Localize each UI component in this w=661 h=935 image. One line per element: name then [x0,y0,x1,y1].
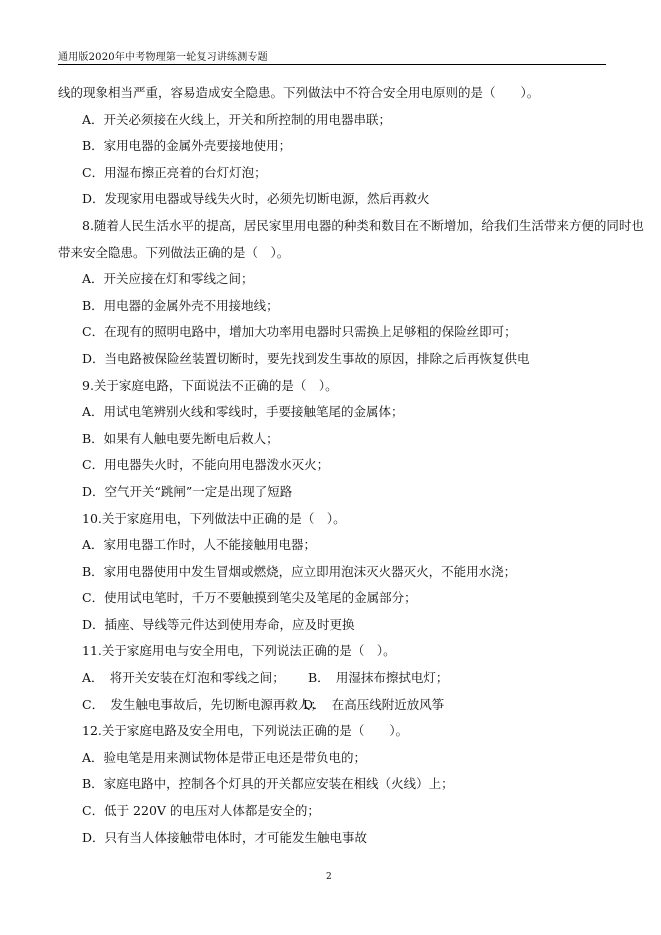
question-10-option-a: A．家用电器工作时，人不能接触用电器； [82,537,317,553]
question-12-stem: 12.关于家庭电路及安全用电，下列说法正确的是（ ）。 [82,723,409,739]
question-7-option-c: C．用湿布擦正亮着的台灯灯泡； [82,164,267,180]
question-7-option-a: A．开关必须接在火线上，开关和所控制的用电器串联； [82,111,392,127]
question-7-continuation: 线的现象相当严重，容易造成安全隐患。下列做法中不符合安全用电原则的是（ ）。 [58,85,540,100]
question-7-option-d: D．发现家用电器或导线失火时，必须先切断电源，然后再救火 [82,191,430,207]
question-9-stem: 9.关于家庭电路，下面说法不正确的是（ ）。 [82,377,338,393]
question-8-option-a: A．开关应接在灯和零线之间； [82,271,254,287]
question-9-option-a: A．用试电笔辨别火线和零线时，手要接触笔尾的金属体； [82,404,404,420]
question-12-option-b: B．家庭电路中，控制各个灯具的开关都应安装在相线（火线）上； [82,776,454,792]
question-12-option-d: D．只有当人体接触带电体时，才可能发生触电事故 [82,829,368,845]
page-header: 通用版2020年中考物理第一轮复习讲练测专题 [58,52,268,63]
document-body [58,80,644,851]
question-11-option-d: D． 在高压线附近放风筝 [303,696,445,712]
question-10-option-b: B．家用电器使用中发生冒烟或燃烧，应立即用泡沫灭火器灭火，不能用水浇； [82,563,517,579]
question-10-option-c: C．使用试电笔时，千万不要触摸到笔尖及笔尾的金属部分； [82,590,417,606]
question-12-option-a: A．验电笔是用来测试物体是带正电还是带负电的； [82,749,367,765]
question-9-option-c: C．用电器失火时，不能向用电器泼水灭火； [82,457,330,473]
question-8-stem-line-2: 带来安全隐患。下列做法正确的是（ ）。 [58,244,290,260]
page-number: 2 [326,872,332,882]
question-8-option-d: D．当电路被保险丝装置切断时，要先找到发生事故的原因，排除之后再恢复供电 [82,350,530,366]
question-11-option-b: B． 用湿抹布擦拭电灯； [308,670,449,686]
question-11-options-row-1 [58,665,606,692]
question-7-option-b: B．家用电器的金属外壳要接地使用； [82,138,292,154]
question-9-option-d: D．空气开关“跳闸”一定是出现了短路 [82,483,293,499]
question-11-option-c: C． 发生触电事故后，先切断电源再救人； [82,696,323,712]
header-divider [58,64,606,65]
question-11-option-a: A． 将开关安装在灯泡和零线之间； [82,670,285,686]
question-9-option-b: B．如果有人触电要先断电后救人； [82,430,279,446]
question-8-option-c: C．在现有的照明电路中，增加大功率用电器时只需换上足够粗的保险丝即可； [82,324,517,340]
question-11-options-row-2 [58,692,606,719]
question-11-stem: 11.关于家庭用电与安全用电，下列说法正确的是（ ）。 [82,643,396,659]
question-12-option-c: C．低于 220V 的电压对人体都是安全的； [82,803,320,819]
question-10-stem: 10.关于家庭用电，下列做法中正确的是（ ）。 [82,510,346,526]
question-10-option-d: D．插座、导线等元件达到使用寿命，应及时更换 [82,616,355,632]
question-8-stem-line-1: 8.随着人民生活水平的提高，居民家里用电器的种类和数目在不断增加，给我们生活带来方便的同时也 [82,217,644,233]
question-8-option-b: B．用电器的金属外壳不用接地线； [82,297,279,313]
